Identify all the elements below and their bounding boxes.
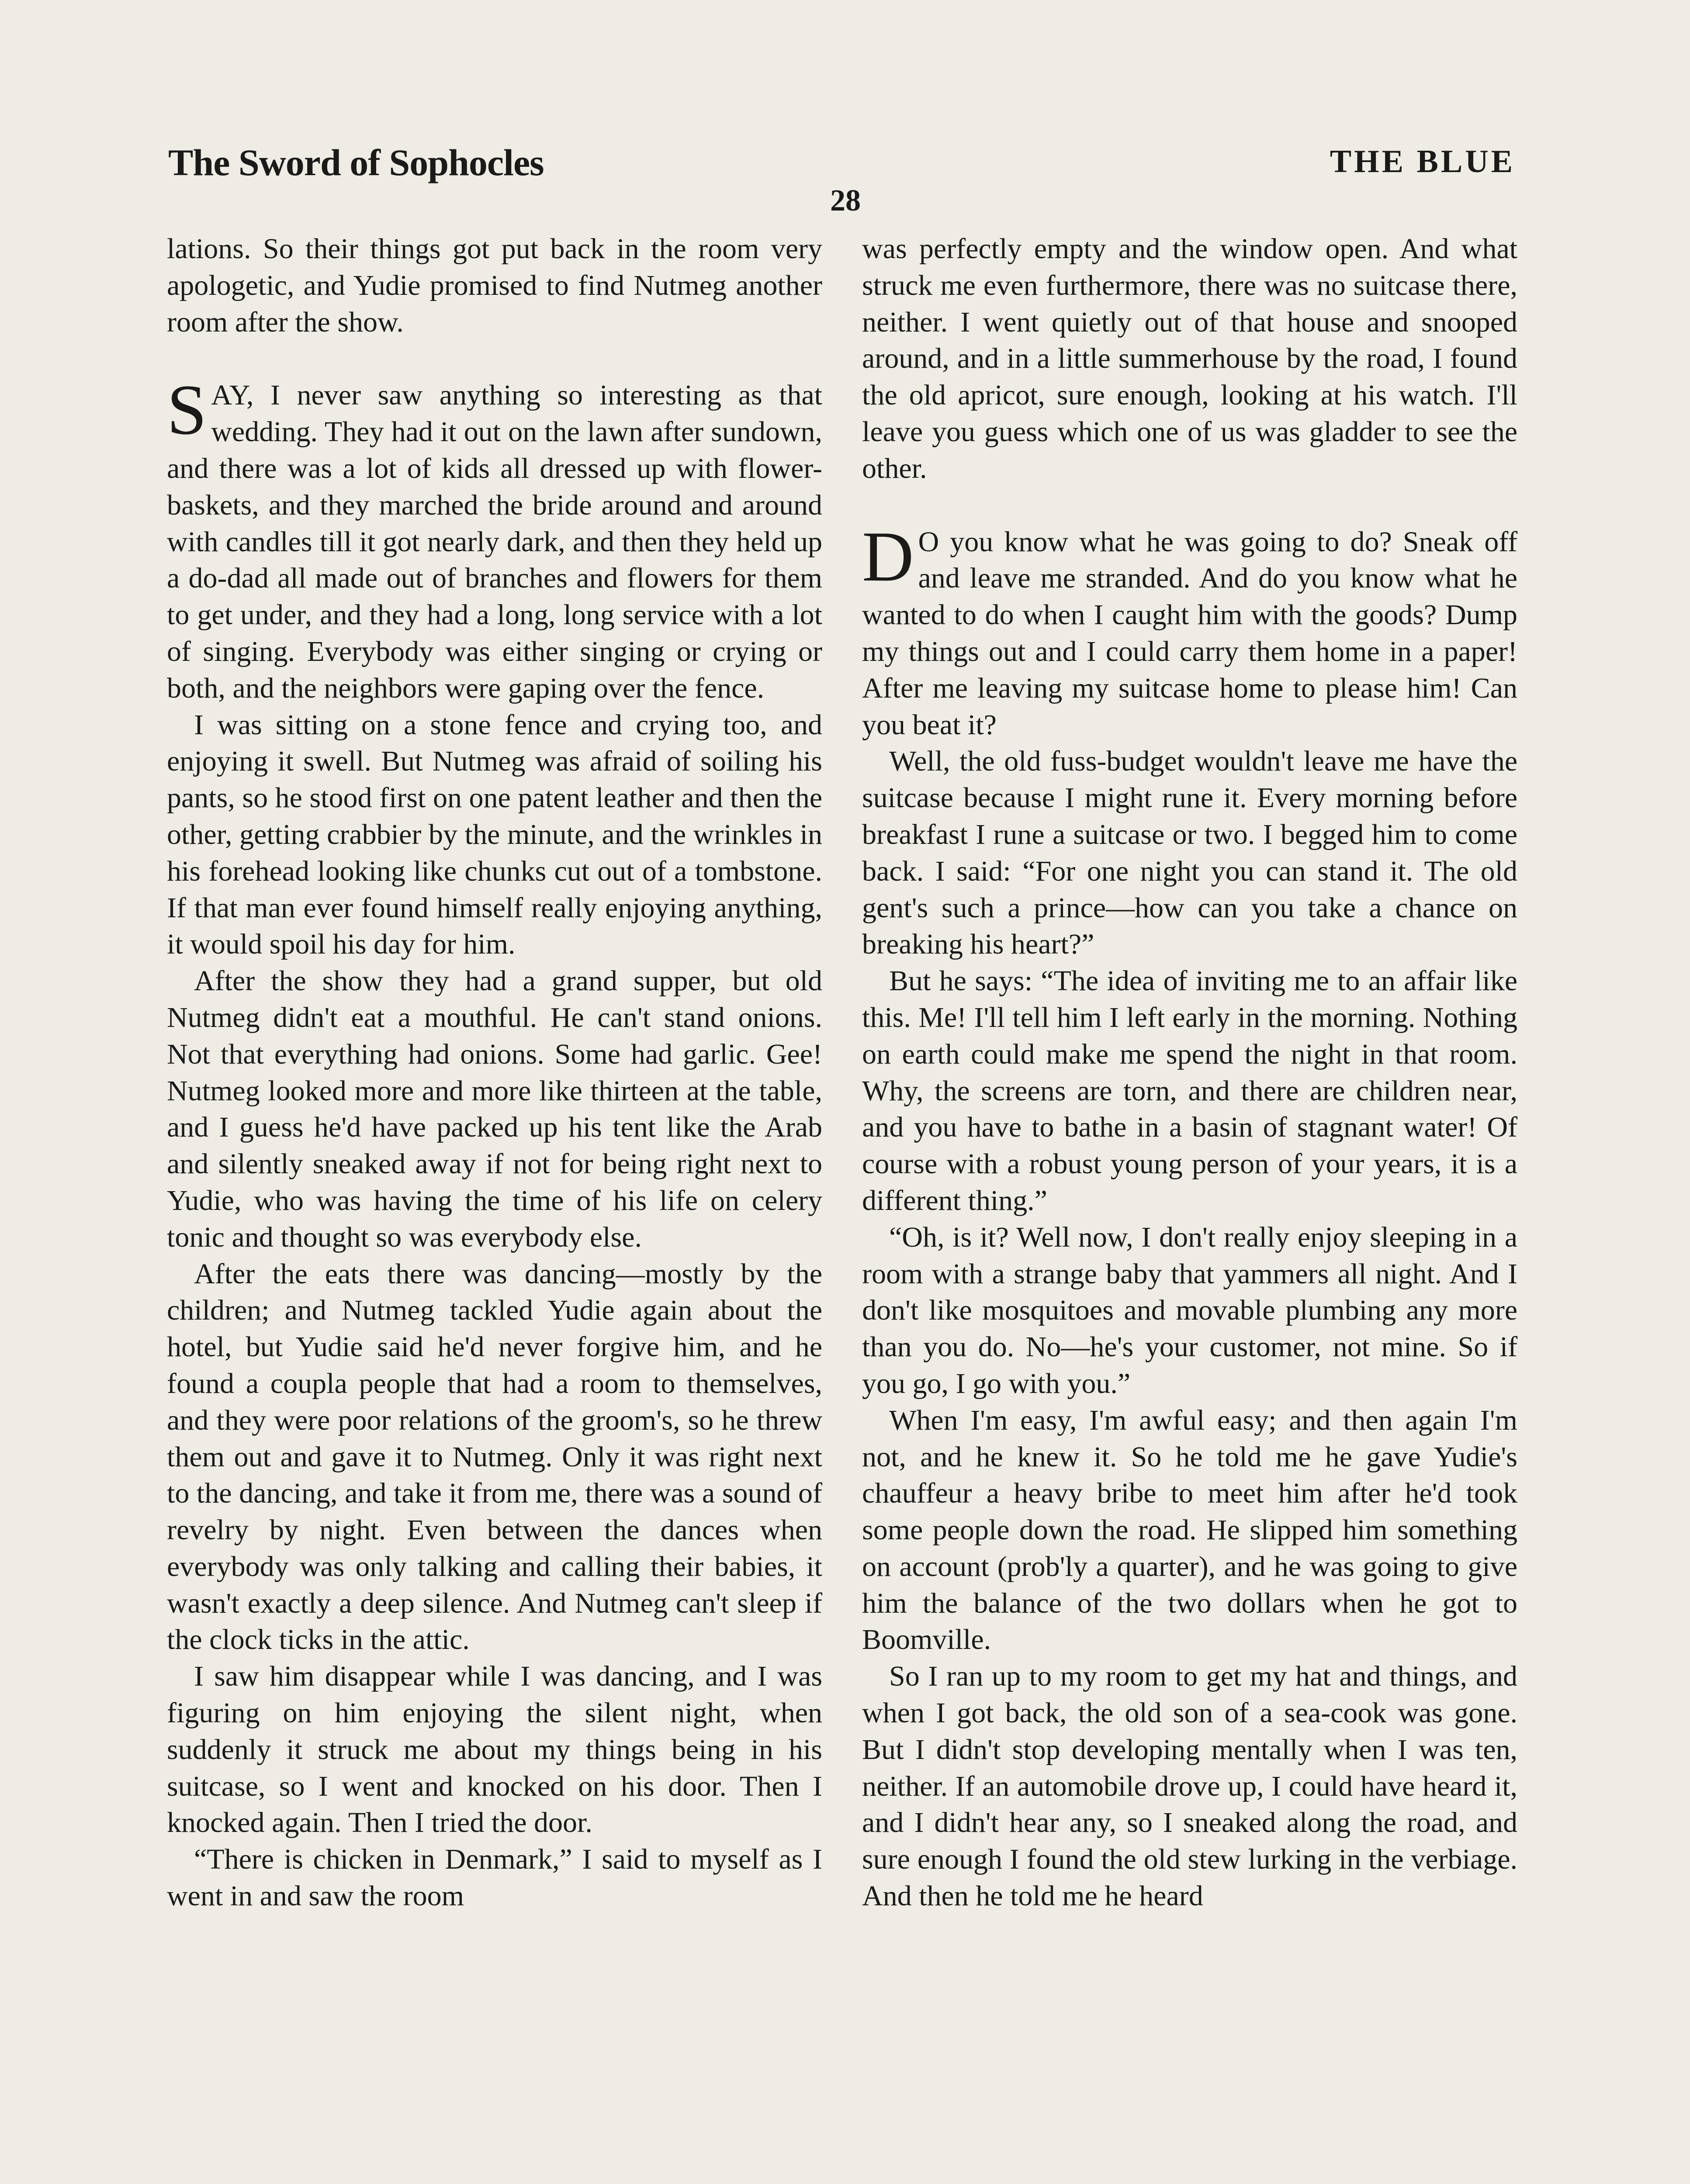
- paragraph: was perfectly empty and the window open. And what struck me even furthermore, there was no suitcase there, neither. I went quietly out of that house and snooped around, and in a little summerhouse by the road, I found the old apricot, sure enough, looking at his watch. I'll leave you guess which one of us was gladder to see the other.: [862, 233, 1517, 484]
- paragraph-dropcap: [167, 370, 822, 706]
- paragraph: “Oh, is it? Well now, I don't really enjoy sleeping in a room with a strange baby that yammers all night. And I don't like mosquitoes and movable plumbing any more than you do. No—he's your customer, not mine. So if you go, I go with you.”: [862, 1221, 1517, 1400]
- story-title: The Sword of Sophocles: [168, 142, 544, 183]
- page-number: 28: [830, 184, 861, 218]
- left-column: [167, 231, 822, 1914]
- paragraph: When I'm easy, I'm awful easy; and then again I'm not, and he knew it. So he told me he gave Yudie's chauffeur a heavy bribe to meet him after he'd took some people down the road. He slipped him something on account (prob'ly a quarter), and he was going to give him the balance of the two dollars when he got to Boomville.: [862, 1404, 1517, 1656]
- paragraph: But he says: “The idea of inviting me to an affair like this. Me! I'll tell him I left early in the morning. Nothing on earth could make me spend the night in that room. Why, the screens are torn, and there are children near, and you have to bathe in a basin of stagnant water! Of course with a robust young person of your years, it is a different thing.”: [862, 965, 1517, 1216]
- paragraph: After the eats there was dancing—mostly by the children; and Nutmeg tackled Yudie again about the hotel, but Yudie said he'd never forgive him, and he found a coupla people that had a room to themselves, and they were poor relations of the groom's, so he threw them out and gave it to Nutmeg. Only it was right next to the dancing, and take it from me, there was a sound of revelry by night. Even between the dances when everybody was only talking and calling their babies, it wasn't exactly a deep silence. And Nutmeg can't sleep if the clock ticks in the attic.: [167, 1258, 822, 1656]
- drop-cap: S: [167, 370, 207, 450]
- right-column: [862, 231, 1517, 1914]
- paragraph-text: O you know what he was going to do? Sneak off and leave me stranded. And do you know what he wanted to do when I caught him with the goods? Dump my things out and I could carry them home in a paper! After me leaving my suitcase home to please him! Can you beat it?: [862, 525, 1517, 741]
- paragraph: So I ran up to my room to get my hat and things, and when I got back, the old son of a sea-cook was gone. But I didn't stop developing mentally when I was ten, neither. If an automobile drove up, I could have heard it, and I didn't hear any, so I sneaked along the road, and sure enough I found the old stew lurking in the verbiage. And then he told me he heard: [862, 1660, 1517, 1912]
- paragraph: lations. So their things got put back in the room very apologetic, and Yudie promised to find Nutmeg another room after the show.: [167, 233, 822, 338]
- paragraph: “There is chicken in Denmark,” I said to myself as I went in and saw the room: [167, 1843, 822, 1912]
- drop-cap: D: [862, 517, 914, 596]
- paragraph: Well, the old fuss-budget wouldn't leave me have the suitcase because I might rune it. Every morning before breakfast I rune a suitcase or two. I begged him to come back. I said: “For one night you can stand it. The old gent's such a prince—how can you take a chance on breaking his heart?”: [862, 745, 1517, 961]
- paragraph-text: AY, I never saw anything so interesting as that wedding. They had it out on the lawn after sundown, and there was a lot of kids all dressed up with flower-baskets, and they marched the bride around and around with candles till it got nearly dark, and then they held up a do-dad all made out of branches and flowers for them to get under, and they had a long, long service with a lot of singing. Everybody was either singing or crying or both, and the neighbors were gaping over the fence.: [167, 379, 822, 704]
- paragraph: After the show they had a grand supper, but old Nutmeg didn't eat a mouthful. He can't stand onions. Not that everything had onions. Some had garlic. Gee! Nutmeg looked more and more like thirteen at the table, and I guess he'd have packed up his tent like the Arab and silently sneaked away if not for being right next to Yudie, who was having the time of his life on celery tonic and thought so was everybody else.: [167, 965, 822, 1253]
- paragraph: I was sitting on a stone fence and crying too, and enjoying it swell. But Nutmeg was afraid of soiling his pants, so he stood first on one patent leather and then the other, getting crabbier by the minute, and the wrinkles in his forehead looking like chunks cut out of a tombstone. If that man ever found himself really enjoying anything, it would spoil his day for him.: [167, 708, 822, 961]
- paragraph: I saw him disappear while I was dancing, and I was figuring on him enjoying the silent night, when suddenly it struck me about my things being in his suitcase, so I went and knocked on his door. Then I knocked again. Then I tried the door.: [167, 1660, 822, 1839]
- paragraph-dropcap: [862, 517, 1517, 743]
- magazine-name: THE BLUE: [1330, 144, 1515, 180]
